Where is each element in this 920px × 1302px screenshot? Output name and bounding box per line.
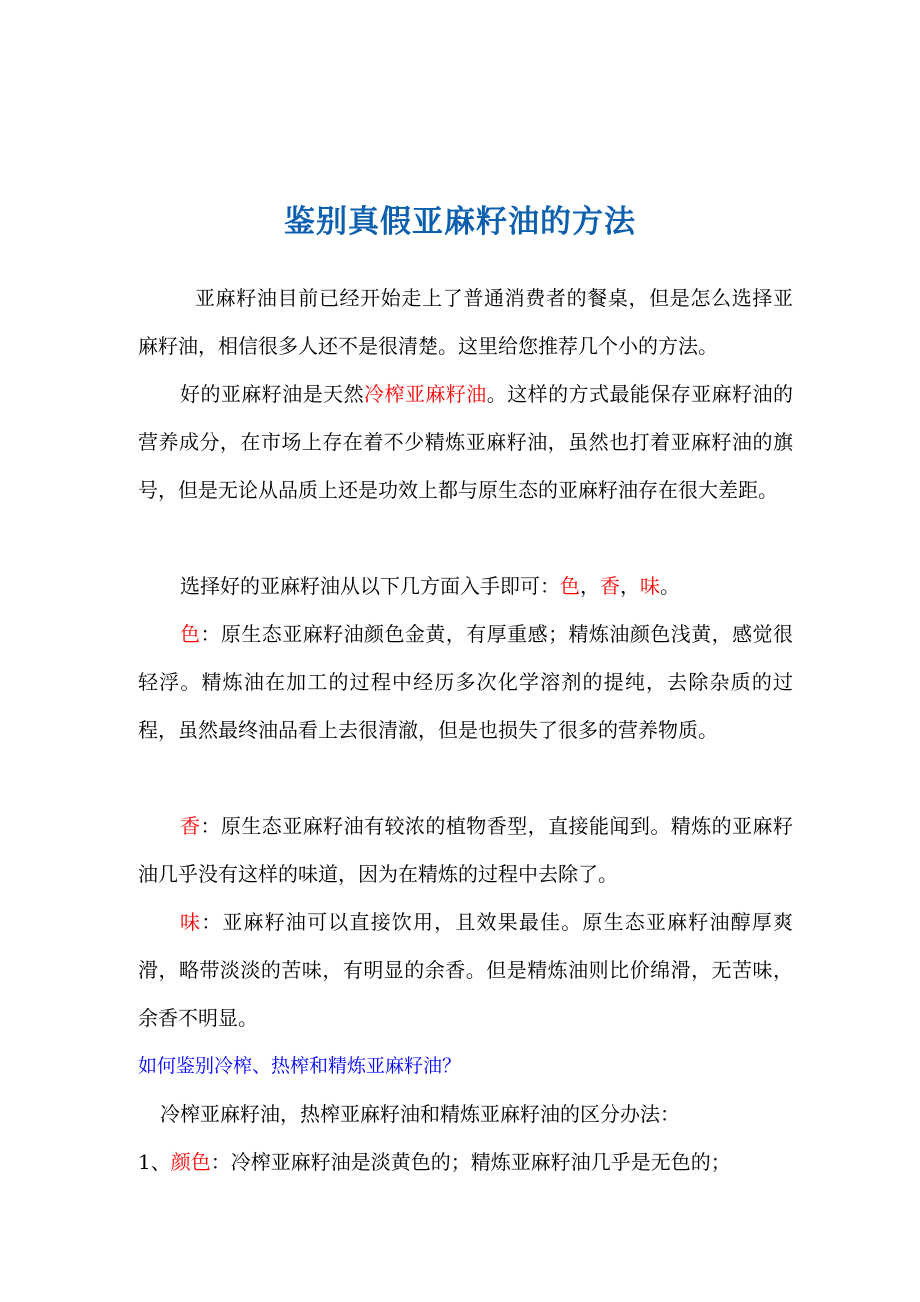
aroma-keyword: 香 [180,814,201,838]
document-title: 鉴别真假亚麻籽油的方法 [284,204,636,240]
list-item [138,1138,793,1186]
cold-press-paragraph [138,370,793,514]
list-item-number: 1、 [138,1150,171,1174]
taste-paragraph [138,898,793,1042]
criteria-aroma-keyword: 香 [600,574,620,598]
p2-text-before: 好的亚麻籽油是天然 [180,382,365,406]
aroma-paragraph [138,802,793,898]
list-item-keyword: 颜色 [170,1150,211,1174]
color-paragraph [138,610,793,754]
aroma-paragraph-text: ：原生态亚麻籽油有较浓的植物香型，直接能闻到。精炼的亚麻籽油几乎没有这样的味道，因为在精炼的过程中去除了。 [138,814,794,886]
criteria-color-keyword: 色 [560,574,580,598]
p3-separator-2: ， [620,574,640,598]
p2-text-after: 。这样的方式最能保存亚麻籽油的营养成分，在市场上存在着不少精炼亚麻籽油，虽然也打着亚麻籽油的旗号，但是无论从品质上还是功效上都与原生态的亚麻籽油存在很大差距。 [138,382,794,502]
p3-end: 。 [660,574,680,598]
list-item-text: ：冷榨亚麻籽油是淡黄色的；精炼亚麻籽油几乎是无色的； [210,1150,731,1174]
criteria-taste-keyword: 味 [640,574,660,598]
p3-text-before: 选择好的亚麻籽油从以下几方面入手即可： [180,574,560,598]
selection-criteria-paragraph [138,562,793,610]
section-heading: 如何鉴别冷榨、热榨和精炼亚麻籽油？ [138,1055,462,1077]
color-keyword: 色 [180,622,201,646]
taste-keyword: 味 [180,910,202,934]
cold-press-highlight: 冷榨亚麻籽油 [364,382,487,406]
p3-separator-1: ， [580,574,600,598]
intro-paragraph: 亚麻籽油目前已经开始走上了普通消费者的餐桌，但是怎么选择亚麻籽油，相信很多人还不是很清楚。这里给您推荐几个小的方法。 [138,286,793,358]
distinction-intro-paragraph: 冷榨亚麻籽油，热榨亚麻籽油和精炼亚麻籽油的区分办法： [160,1102,680,1126]
color-paragraph-text: ：原生态亚麻籽油颜色金黄，有厚重感；精炼油颜色浅黄，感觉很轻浮。精炼油在加工的过程中经历多次化学溶剂的提纯，去除杂质的过程，虽然最终油品看上去很清澈，但是也损失了很多的营养物质。 [138,622,794,742]
taste-paragraph-text: ：亚麻籽油可以直接饮用，且效果最佳。原生态亚麻籽油醇厚爽滑，略带淡淡的苦味，有明显的余香。但是精炼油则比价绵滑，无苦味，余香不明显。 [138,910,794,1030]
